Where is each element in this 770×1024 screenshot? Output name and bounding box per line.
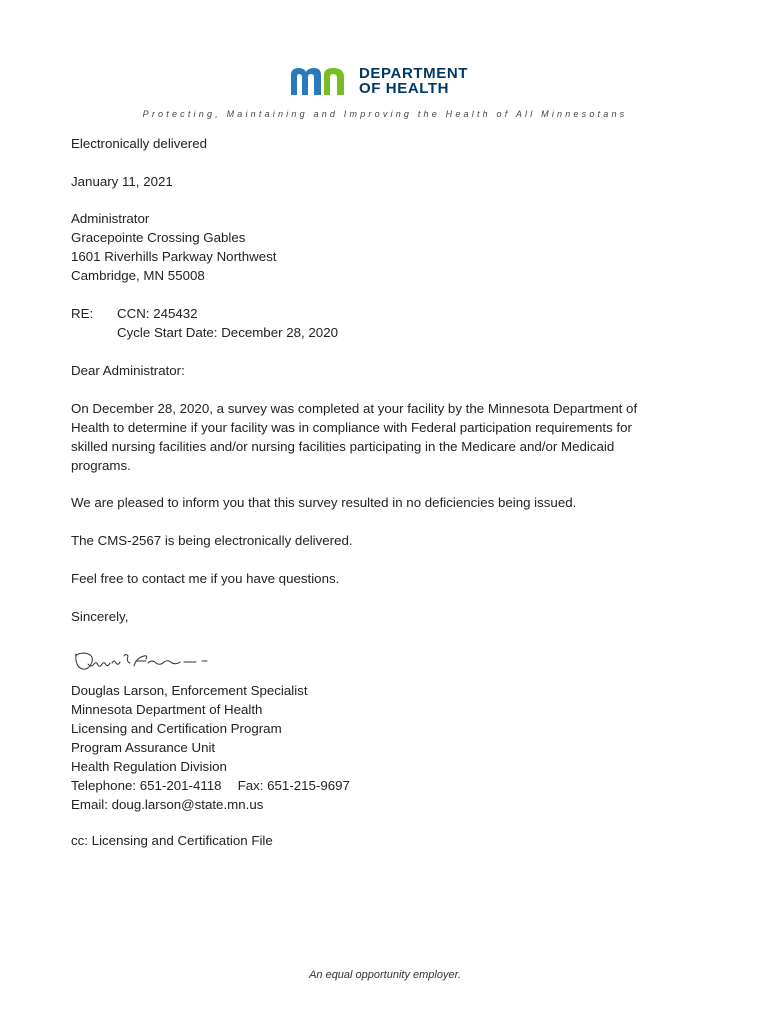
signer-line: Licensing and Certification Program [71, 721, 282, 736]
paragraph-result: We are pleased to inform you that this survey resulted in no deficiencies being issued. [71, 495, 577, 510]
re-cycle-date: Cycle Start Date: December 28, 2020 [117, 325, 338, 340]
signer-line: Douglas Larson, Enforcement Specialist [71, 683, 308, 698]
re-label: RE: [71, 306, 94, 321]
signer-line: Program Assurance Unit [71, 740, 216, 755]
telephone: Telephone: 651-201-4118 [71, 778, 222, 793]
logo-line-of-health: OF HEALTH [359, 80, 450, 97]
recipient-line: Gracepointe Crossing Gables [71, 230, 246, 245]
letter-date: January 11, 2021 [71, 174, 173, 189]
signature-block [71, 681, 671, 814]
fax: Fax: 651-215-9697 [237, 778, 350, 793]
footer-eoe: An equal opportunity employer. [309, 969, 461, 981]
email: Email: doug.larson@state.mn.us [71, 797, 264, 812]
cc-line: cc: Licensing and Certification File [71, 833, 273, 848]
paragraph-contact: Feel free to contact me if you have questions. [71, 571, 340, 586]
recipient-line: Cambridge, MN 55008 [71, 268, 205, 283]
tagline: Protecting, Maintaining and Improving the Health of All Minnesotans [142, 109, 628, 119]
re-ccn: CCN: 245432 [117, 306, 198, 321]
contact-phone-fax [71, 776, 671, 795]
mdh-logo [289, 64, 468, 98]
paragraph-cms: The CMS-2567 is being electronically delivered. [71, 533, 353, 548]
delivery-method: Electronically delivered [71, 136, 207, 151]
recipient-address [71, 209, 671, 285]
paragraph-survey: On December 28, 2020, a survey was completed at your facility by the Minnesota Department of Health to determine if your facility was in compliance with Federal participation requirements for skilled nursing facilities and/or nursing facilities participating in the Medicare and/or Medicaid programs. [71, 401, 638, 473]
signer-line: Health Regulation Division [71, 759, 227, 774]
mn-logo-icon [289, 66, 353, 96]
salutation: Dear Administrator: [71, 363, 185, 378]
signature-image [72, 644, 212, 674]
signer-line: Minnesota Department of Health [71, 702, 263, 717]
logo-line-department: DEPARTMENT [359, 65, 469, 82]
closing: Sincerely, [71, 609, 129, 624]
recipient-line: Administrator [71, 211, 150, 226]
recipient-line: 1601 Riverhills Parkway Northwest [71, 249, 277, 264]
